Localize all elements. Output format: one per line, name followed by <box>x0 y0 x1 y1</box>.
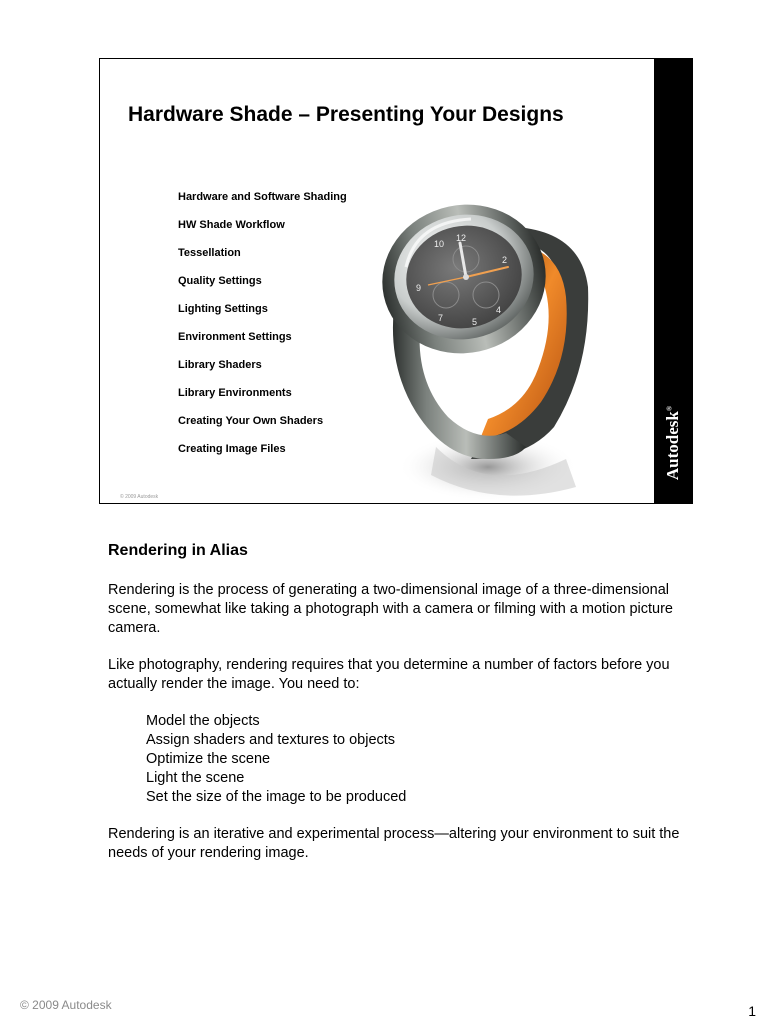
page-number: 1 <box>748 1003 756 1019</box>
watch-numeral: 9 <box>416 283 422 293</box>
lead-paragraph: Like photography, rendering requires that you determine a number of factors before you actually render the image. You need to: <box>108 657 670 692</box>
intro-paragraph: Rendering is the process of generating a two-dimensional image of a three-dimensional scene, somewhat like taking a photograph with a camera or filming with a motion picture camera. <box>108 582 673 636</box>
autodesk-registered-mark: ® <box>665 405 674 412</box>
watch-numeral: 10 <box>434 239 445 249</box>
topic-item: Lighting Settings <box>178 303 268 315</box>
document-body <box>108 540 688 881</box>
closing-paragraph: Rendering is an iterative and experimental process—altering your environment to suit the needs of your rendering image. <box>108 826 680 861</box>
topic-item: Environment Settings <box>178 331 292 343</box>
watch-numeral: 5 <box>472 317 478 327</box>
list-item: Light the scene <box>146 770 245 786</box>
topic-item: Creating Image Files <box>178 443 286 455</box>
topic-item: Hardware and Software Shading <box>178 191 347 203</box>
topic-item: Creating Your Own Shaders <box>178 415 324 427</box>
topic-item: Tessellation <box>178 247 241 259</box>
slide-title: Hardware Shade – Presenting Your Designs <box>128 103 564 126</box>
section-heading: Rendering in Alias <box>108 542 248 559</box>
watch-numeral: 12 <box>456 233 467 243</box>
watch-numeral: 7 <box>438 313 444 323</box>
watch-numeral: 2 <box>502 255 508 265</box>
list-item: Set the size of the image to be produced <box>146 789 407 805</box>
topic-item: Library Shaders <box>178 359 262 371</box>
rendering-steps-list <box>146 712 688 807</box>
wristwatch-image <box>376 197 606 503</box>
watch-hand-pin <box>463 274 469 280</box>
topic-item: Library Environments <box>178 387 292 399</box>
footer-copyright: © 2009 Autodesk <box>20 998 112 1012</box>
autodesk-logo-text: Autodesk <box>663 411 682 481</box>
topic-item: HW Shade Workflow <box>178 219 285 231</box>
slide-topic-list <box>178 183 347 463</box>
watch-numeral: 4 <box>496 305 502 315</box>
list-item: Optimize the scene <box>146 751 271 767</box>
slide-frame <box>99 58 693 504</box>
list-item: Assign shaders and textures to objects <box>146 732 396 748</box>
slide-copyright: © 2009 Autodesk <box>120 494 159 500</box>
autodesk-brand-bar <box>654 59 692 503</box>
list-item: Model the objects <box>146 713 260 729</box>
autodesk-logo <box>663 406 683 480</box>
topic-item: Quality Settings <box>178 275 262 287</box>
